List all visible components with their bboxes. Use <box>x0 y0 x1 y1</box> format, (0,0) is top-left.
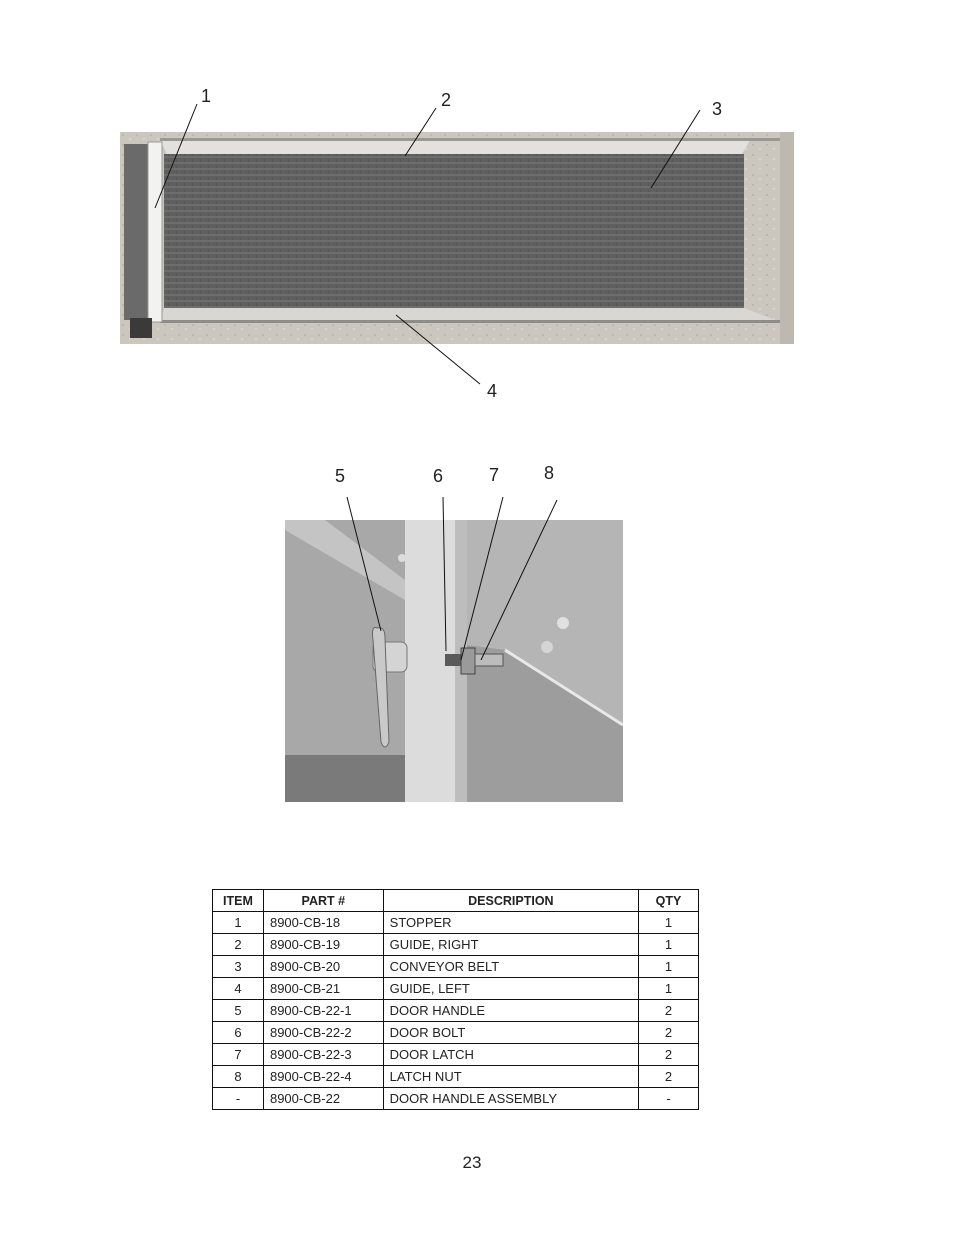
cell-part-number: 8900-CB-22-2 <box>263 1022 383 1044</box>
cell-description: GUIDE, RIGHT <box>383 934 638 956</box>
cell-item: 7 <box>213 1044 264 1066</box>
cell-description: GUIDE, LEFT <box>383 978 638 1000</box>
table-row <box>213 1066 699 1088</box>
callout-1: 1 <box>201 86 212 106</box>
cell-item: 1 <box>213 912 264 934</box>
cell-part-number: 8900-CB-21 <box>263 978 383 1000</box>
cell-qty: 1 <box>639 956 699 978</box>
callout-2: 2 <box>441 90 452 110</box>
header-part-number: PART # <box>263 890 383 912</box>
cell-part-number: 8900-CB-22 <box>263 1088 383 1110</box>
table-row <box>213 912 699 934</box>
header-item: ITEM <box>213 890 264 912</box>
cell-qty: 2 <box>639 1066 699 1088</box>
callout-8: 8 <box>544 463 555 483</box>
table-row <box>213 1022 699 1044</box>
cell-part-number: 8900-CB-22-1 <box>263 1000 383 1022</box>
cell-part-number: 8900-CB-22-3 <box>263 1044 383 1066</box>
cell-qty: 2 <box>639 1000 699 1022</box>
callout-6: 6 <box>433 466 444 486</box>
cell-part-number: 8900-CB-22-4 <box>263 1066 383 1088</box>
cell-item: 6 <box>213 1022 264 1044</box>
table-row <box>213 1088 699 1110</box>
cell-item: 8 <box>213 1066 264 1088</box>
table-row <box>213 978 699 1000</box>
table-row <box>213 934 699 956</box>
table-row <box>213 1044 699 1066</box>
cell-item: 4 <box>213 978 264 1000</box>
cell-qty: 1 <box>639 912 699 934</box>
cell-item: - <box>213 1088 264 1110</box>
table-row <box>213 956 699 978</box>
cell-description: DOOR LATCH <box>383 1044 638 1066</box>
cell-description: DOOR HANDLE <box>383 1000 638 1022</box>
cell-item: 5 <box>213 1000 264 1022</box>
parts-table-header-row <box>213 890 699 912</box>
cell-qty: 1 <box>639 934 699 956</box>
cell-part-number: 8900-CB-19 <box>263 934 383 956</box>
cell-description: DOOR BOLT <box>383 1022 638 1044</box>
cell-description: LATCH NUT <box>383 1066 638 1088</box>
page-number: 23 <box>462 1153 482 1172</box>
cell-part-number: 8900-CB-18 <box>263 912 383 934</box>
cell-qty: - <box>639 1088 699 1110</box>
header-description: DESCRIPTION <box>383 890 638 912</box>
cell-description: DOOR HANDLE ASSEMBLY <box>383 1088 638 1110</box>
cell-qty: 2 <box>639 1044 699 1066</box>
callout-4: 4 <box>487 381 498 401</box>
callout-5: 5 <box>335 466 346 486</box>
header-qty: QTY <box>639 890 699 912</box>
table-row <box>213 1000 699 1022</box>
cell-qty: 2 <box>639 1022 699 1044</box>
callout-3: 3 <box>712 99 723 119</box>
callout-7: 7 <box>489 465 500 485</box>
cell-item: 2 <box>213 934 264 956</box>
cell-qty: 1 <box>639 978 699 1000</box>
cell-description: CONVEYOR BELT <box>383 956 638 978</box>
cell-part-number: 8900-CB-20 <box>263 956 383 978</box>
cell-description: STOPPER <box>383 912 638 934</box>
parts-table <box>212 889 699 1110</box>
cell-item: 3 <box>213 956 264 978</box>
